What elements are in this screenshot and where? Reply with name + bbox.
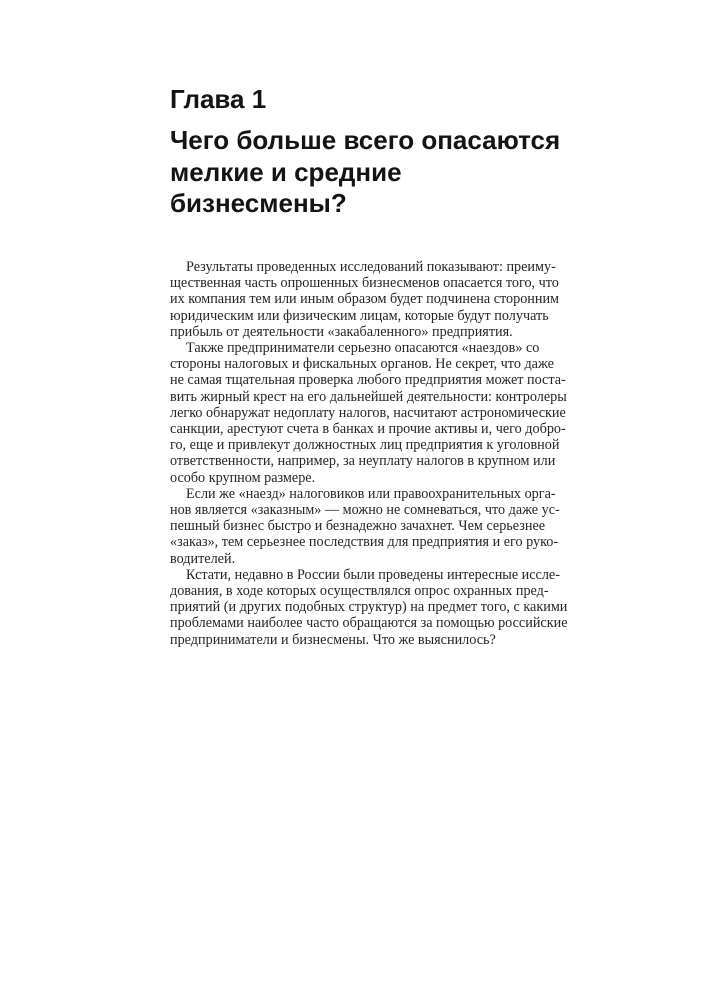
text-line: вить жирный крест на его дальнейшей деятельности: контролеры [170, 388, 567, 405]
body-text [170, 259, 568, 648]
text-line: «заказ», тем серьезнее последствия для предприятия и его руко- [170, 534, 559, 551]
text-line: прибыль от деятельности «закабаленного» предприятия. [170, 323, 513, 340]
text-line: санкции, арестуют счета в банках и прочие активы и, чего добро- [170, 421, 566, 438]
text-line: дования, в ходе которых осуществлялся опрос охранных пред- [170, 583, 549, 600]
chapter-title-line: мелкие и средние [170, 156, 402, 187]
text-line: их компания тем или иным образом будет подчинена сторонним [170, 291, 560, 308]
paragraph [170, 485, 560, 567]
text-line: водителей. [170, 550, 236, 567]
text-line: юридическим или физическим лицам, которые будут получать [170, 307, 549, 324]
paragraph [170, 566, 568, 648]
chapter-label: Глава 1 [170, 84, 267, 114]
text-line: нов является «заказным» — можно не сомневаться, что даже ус- [170, 502, 560, 519]
text-line: легко обнаружат недоплату налогов, насчитают астрономические [170, 404, 566, 421]
text-line: проблемами наиболее часто обращаются за помощью российские [170, 615, 568, 632]
text-line: стороны налоговых и фискальных органов. Не секрет, что даже [170, 356, 554, 373]
text-line: не самая тщательная проверка любого предприятия может поста- [170, 372, 566, 389]
text-line: ответственности, например, за неуплату налогов в крупном или [170, 453, 556, 470]
text-line: Также предприниматели серьезно опасаются «наездов» со [186, 340, 540, 357]
text-line: Результаты проведенных исследований показывают: преиму- [186, 259, 556, 275]
chapter-title [170, 125, 570, 220]
paragraph [170, 259, 560, 340]
text-line: Кстати, недавно в России были проведены интересные иссле- [186, 566, 560, 583]
chapter-title-line: Чего больше всего опасаются [170, 125, 561, 155]
text-line: Если же «наезд» налоговиков или правоохранительных орга- [186, 485, 556, 502]
text-line: го, еще и привлекут должностных лиц предприятия к уголовной [170, 437, 560, 454]
chapter-title-line: бизнесмены? [170, 188, 347, 218]
text-line: приятий (и других подобных структур) на предмет того, с какими [170, 599, 568, 616]
text-line: предприниматели и бизнесмены. Что же выяснилось? [170, 631, 496, 648]
text-line: пешный бизнес быстро и безнадежно зачахнет. Чем серьезнее [170, 518, 546, 535]
paragraph [170, 340, 567, 486]
text-line: особо крупном размере. [170, 469, 316, 486]
text-line: щественная часть опрошенных бизнесменов опасается того, что [170, 275, 559, 292]
